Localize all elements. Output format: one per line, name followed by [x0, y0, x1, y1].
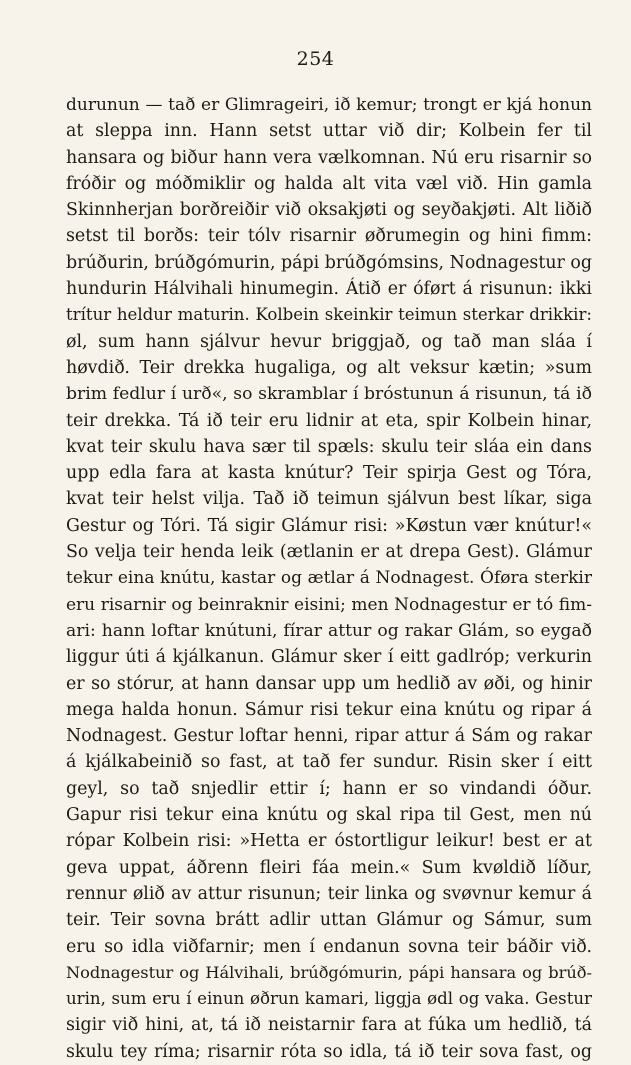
text-line: urin, sum eru í einun øðrun kamari, liggja ødl og vaka. Gestur	[66, 989, 592, 1009]
page-number: 254	[296, 48, 335, 70]
text-line: høvdið. Teir drekka hugaliga, og alt veksur kætin; »sum	[66, 357, 592, 378]
text-line: liggur úti á kjálkanun. Glámur sker í eitt gadlróp; verkurin	[66, 647, 592, 668]
text-line: geva uppat, áðrenn fleiri fáa mein.« Sum kvøldið líður,	[66, 857, 592, 878]
text-line: trítur heldur maturin. Kolbein skeinkir teimun sterkar drikkir:	[66, 305, 592, 325]
text-line: So velja teir henda leik (ætlanin er at drepa Gest). Glámur	[66, 542, 592, 563]
text-line: brim fedlur í urð«, so skramblar í bróstunun á risunun, tá ið	[66, 384, 592, 405]
text-line: rópar Kolbein risi: »Hetta er óstortligur leikur! best er at	[66, 831, 592, 852]
text-line: Nodnagest. Gestur loftar henni, ripar attur á Sám og rakar	[66, 726, 592, 747]
text-line: Nodnagestur og Hálvihali, brúðgómurin, pápi hansara og brúð-	[66, 962, 592, 982]
text-line: Gestur og Tóri. Tá sigir Glámur risi: »Køstun vær knútur!«	[66, 515, 592, 536]
text-line: kvat teir skulu hava sær til spæls: skulu teir sláa ein dans	[66, 436, 592, 457]
text-line: at sleppa inn. Hann setst uttar við dir; Kolbein fer til	[66, 121, 592, 142]
text-line: kvat teir helst vilja. Tað ið teimun sjálvun best líkar, siga	[66, 489, 592, 510]
text-line: hansara og biður hann vera vælkomnan. Nú eru risarnir so	[66, 147, 592, 168]
text-line: skulu tey ríma; risarnir róta so idla, tá ið teir sova fast, og	[66, 1041, 592, 1062]
text-line: teir. Teir sovna brátt adlir uttan Glámur og Sámur, sum	[66, 910, 592, 931]
text-line: er so stórur, at hann dansar upp um hedlið av øði, og hinir	[66, 673, 592, 694]
text-line: ari: hann loftar knútuni, fírar attur og rakar Glám, so eygað	[66, 620, 592, 641]
text-line: rennur ølið av attur risunun; teir linka og svøvnur kemur á	[66, 883, 592, 904]
body-text	[66, 92, 592, 1065]
text-line: eru risarnir og beinraknir eisini; men Nodnagestur er tó fim-	[66, 594, 592, 615]
text-line: mega halda honun. Sámur risi tekur eina knútu og ripar á	[66, 699, 592, 720]
text-line: hundurin Hálvihali hinumegin. Átið er óført á risunun: ikki	[66, 279, 592, 300]
text-line: durunun — tað er Glimrageiri, ið kemur; trongt er kjá honun	[66, 95, 592, 115]
text-line: Gapur risi tekur eina knútu og skal ripa til Gest, men nú	[66, 805, 592, 826]
text-line: geyl, so tað snjedlir ettir í; hann er so vindandi óður.	[66, 778, 592, 799]
text-line: teir drekka. Tá ið teir eru lidnir at eta, spir Kolbein hinar,	[66, 410, 592, 431]
text-line: upp edla fara at kasta knútur? Teir spirja Gest og Tóra,	[66, 463, 592, 484]
text-line: Skinnherjan borðreiðir við oksakjøti og seyðakjøti. Alt liðið	[66, 200, 592, 221]
text-line: á kjálkabeinið so fast, at tað fer sundur. Risin sker í eitt	[66, 752, 592, 773]
text-line: sigir við hini, at, tá ið neistarnir fara at fúka um hedlið, tá	[66, 1015, 592, 1036]
text-line: tekur eina knútu, kastar og ætlar á Nodnagest. Óføra sterkir	[66, 568, 592, 589]
text-line: eru so idla viðfarnir; men í endanun sovna teir báðir við.	[66, 936, 592, 957]
text-line: setst til borðs: teir tólv risarnir øðrumegin og hini fimm:	[66, 226, 592, 247]
text-line: øl, sum hann sjálvur hevur briggjað, og tað man sláa í	[66, 331, 592, 352]
text-line: brúðurin, brúðgómurin, pápi brúðgómsins, Nodnagestur og	[66, 252, 592, 273]
text-line: fróðir og móðmiklir og halda alt vita væl við. Hin gamla	[66, 173, 592, 194]
